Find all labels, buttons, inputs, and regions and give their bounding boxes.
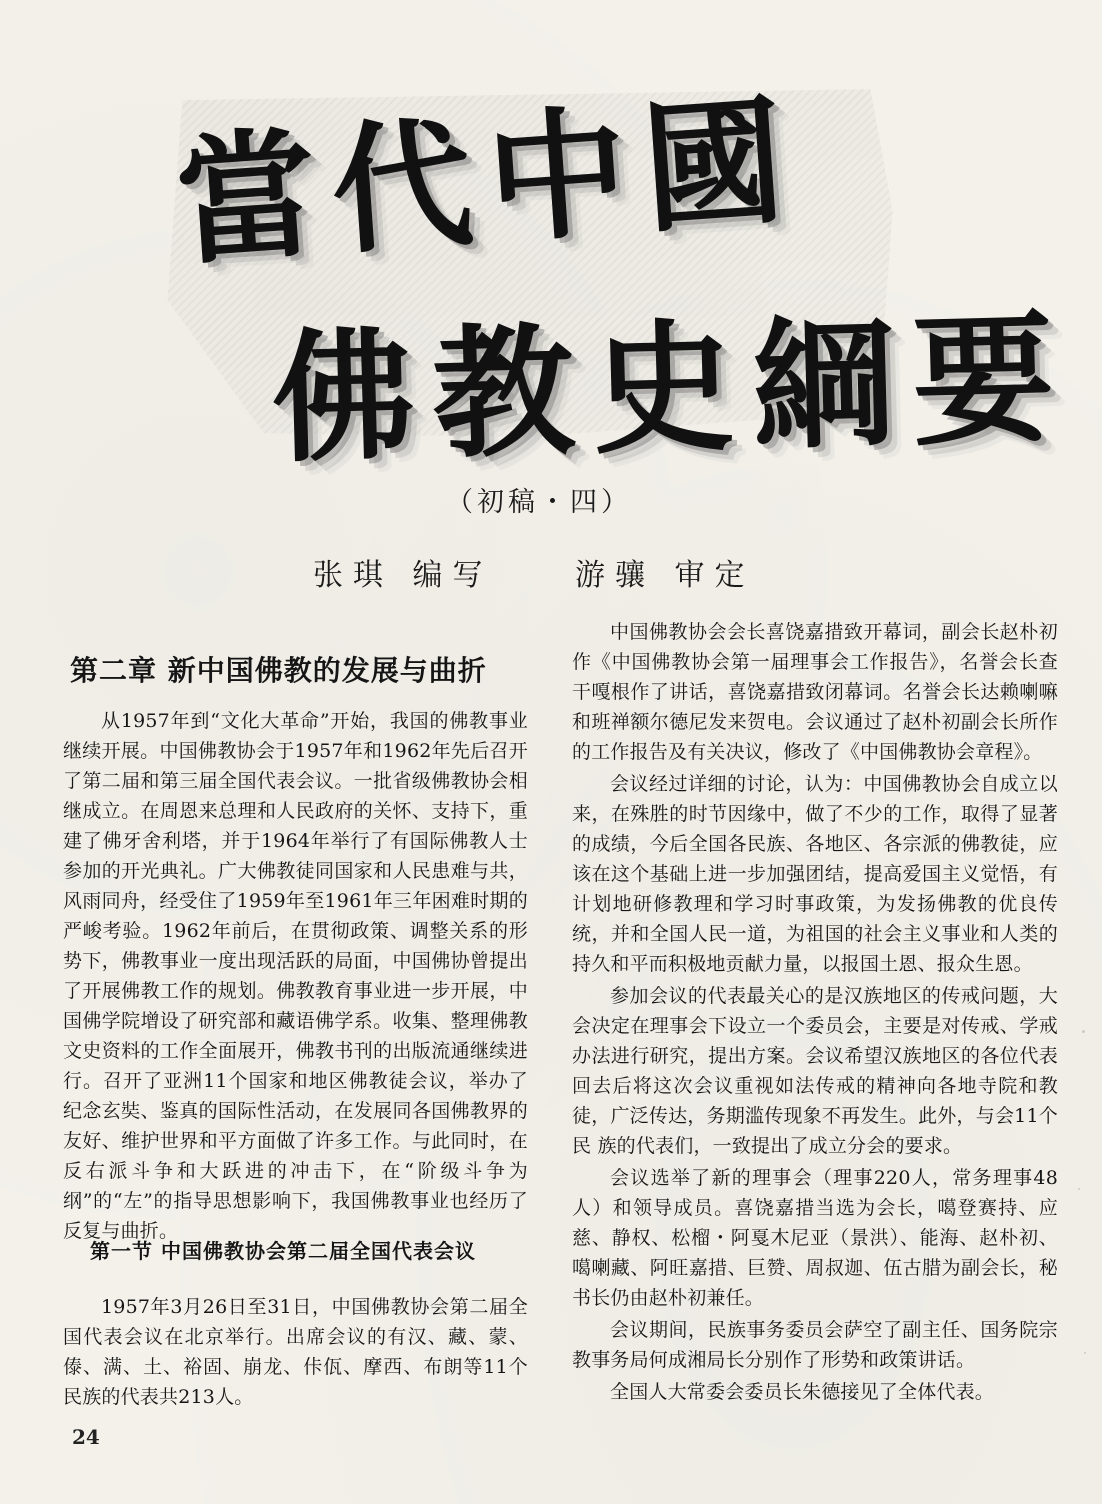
right-paragraph-3: 参加会议的代表最关心的是汉族地区的传戒问题，大会决定在理事会下设立一个委员会，主要是对传戒、学戒办法进行研究，提出方案。会议希望汉族地区的各位代表回去后将这次会议重视如法传戒的精神向各地寺院和教徒，广泛传达，务期滥传现象不再发生。此外，与会11个民 族的代表们，一致提出了成立分会的要求。: [572, 985, 1058, 1157]
chapter-heading: 第二章 新中国佛教的发展与曲折: [70, 654, 487, 687]
right-paragraph-2: 会议经过详细的讨论，认为：中国佛教协会自成立以来，在殊胜的时节因缘中，做了不少的工作，取得了显著的成绩，今后全国各民族、各地区、各宗派的佛教徒，应该在这个基础上进一步加强团结，提高爱国主义觉悟，有计划地研修教理和学习时事政策，为发扬佛教的优良传统，并和全国人民一道，为祖国的社会主义事业和人类的持久和平而积极地贡献力量，以报国土恩、报众生恩。: [572, 773, 1058, 975]
scan-speckle: [1084, 1352, 1086, 1354]
chapter-intro-paragraph: 从1957年到“文化大革命”开始，我国的佛教事业继续开展。中国佛教协会于1957年和1962年先后召开了第二届和第三届全国代表会议。一批省级佛教协会相继成立。在周恩来总理和人民政府的关怀、支持下，重建了佛牙舍利塔，并于1964年举行了有国际佛教人士参加的开光典礼。广大佛教徒同国家和人民患难与共，风雨同舟，经受住了1959年至1961年三年困难时期的严峻考验。1962年前后，在贯彻政策、调整关系的形势下，佛教事业一度出现活跃的局面，中国佛协曾提出了开展佛教工作的规划。佛教教育事业进一步开展，中国佛学院增设了研究部和藏语佛学系。收集、整理佛教文史资料的工作全面展开，佛教书刊的出版流通继续进行。召开了亚洲11个国家和地区佛教徒会议，举办了纪念玄奘、鉴真的国际性活动，在发展同各国佛教界的友好、维护世界和平方面做了许多工作。与此同时，在反右派斗争和大跃进的冲击下，在“阶级斗争为纲”的“左”的指导思想影响下，我国佛教事业也经历了反复与曲折。: [63, 710, 528, 1242]
scan-speckle: [1082, 1030, 1085, 1033]
right-paragraph-5: 会议期间，民族事务委员会萨空了副主任、国务院宗教事务局何成湘局长分别作了形势和政策讲话。: [572, 1319, 1058, 1371]
section-heading: 第一节 中国佛教协会第二届全国代表会议: [90, 1239, 476, 1263]
writer-credit: 张琪 编写: [313, 558, 493, 593]
title-block: [0, 0, 1102, 483]
right-paragraph-6: 全国人大常委会委员长朱德接见了全体代表。: [610, 1381, 995, 1403]
draft-subtitle: （初稿・四）: [446, 487, 632, 518]
reviewer-credit: 游骧 审定: [575, 558, 755, 593]
scan-speckle: [1078, 1188, 1080, 1190]
left-column-section-text: [63, 1292, 528, 1412]
page-number: 24: [72, 1425, 100, 1449]
right-paragraph-1: 中国佛教协会会长喜饶嘉措致开幕词，副会长赵朴初作《中国佛教协会第一届理事会工作报告》，名誉会长查干嘎根作了讲话，喜饶嘉措致闭幕词。名誉会长达赖喇嘛和班禅额尔德尼发来贺电。会议通过了赵朴初副会长所作的工作报告及有关决议，修改了《中国佛教协会章程》。: [572, 621, 1058, 763]
main-title-line-2: 佛教史綱要: [270, 295, 1075, 483]
right-column: [572, 617, 1058, 1407]
section-paragraph-1: 1957年3月26日至31日，中国佛教协会第二届全国代表会议在北京举行。出席会议的有汉、藏、蒙、傣、满、土、裕固、崩龙、佧佤、摩西、布朗等11个民族的代表共213人。: [63, 1296, 528, 1408]
right-paragraph-4: 会议选举了新的理事会（理事220人，常务理事48人）和领导成员。喜饶嘉措当选为会长，噶登赛持、应慈、静权、松榴・阿戛木尼亚（景洪）、能海、赵朴初、噶喇藏、阿旺嘉措、巨赞、周叔迦、伍古腊为副会长，秘书长仍由赵朴初兼任。: [572, 1167, 1058, 1309]
left-column-intro: [63, 706, 528, 1246]
main-title-line-1: 當代中國: [170, 78, 805, 286]
